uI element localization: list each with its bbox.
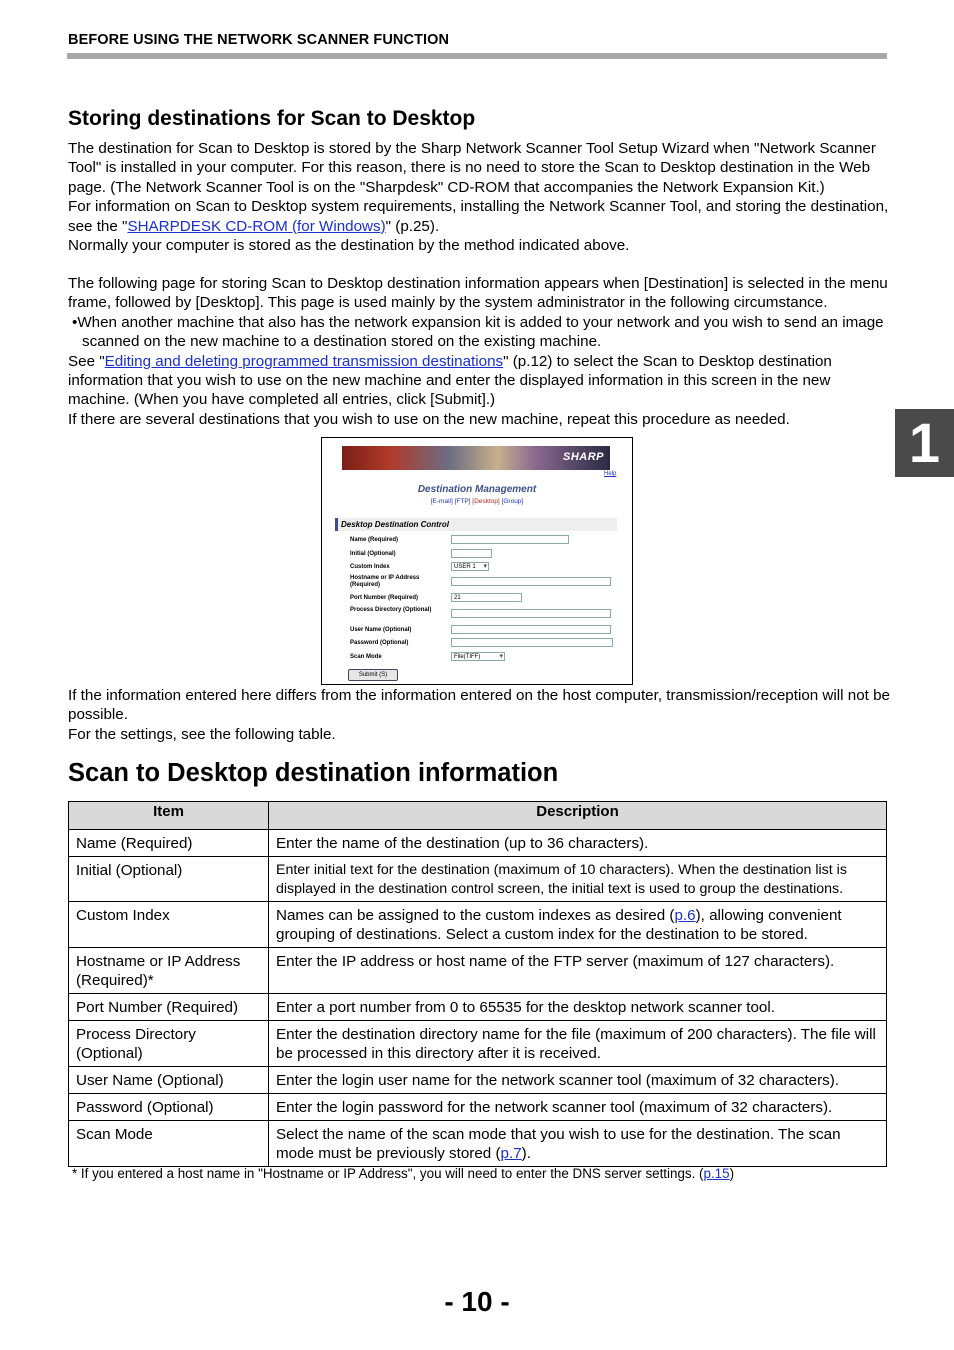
settings-text: For the settings, see the following table. — [68, 725, 336, 743]
item-cell: Scan Mode — [69, 1121, 269, 1167]
intro-paragraphs — [68, 139, 890, 255]
see-text: See "Editing and deleting programmed transmission destinations" (p.12) to select the Scan to Desktop destination information that you wish to use on the new machine and enter the displayed information in this screen in the new machine. (When you have completed all entries, click [Submit].) — [68, 352, 832, 409]
description-cell: Select the name of the scan mode that you wish to use for the destination. The scan mode must be previously stored (p.7). — [269, 1121, 887, 1167]
field-label-scan-mode: Scan Mode — [350, 654, 382, 660]
item-cell: Process Directory (Optional) — [69, 1021, 269, 1067]
password-input — [451, 638, 613, 647]
field-label-password: Password (Optional) — [350, 640, 409, 646]
field-label-hostname: Hostname or IP Address (Required) — [350, 575, 420, 588]
banner-image — [342, 446, 610, 470]
item-cell: Password (Optional) — [69, 1094, 269, 1121]
dm-title: Destination Management — [417, 484, 537, 495]
table-row — [69, 830, 887, 857]
repeat-text: If there are several destinations that you wish to use on the new machine, repeat this procedure as needed. — [68, 410, 790, 428]
section-heading-info: Scan to Desktop destination information — [68, 759, 559, 787]
field-label-custom-index: Custom Index — [350, 564, 390, 570]
field-label-name: Name (Required) — [350, 537, 399, 543]
bullet-item: •When another machine that also has the network expansion kit is added to your network and you wish to send an image scanned on the new machine to a destination stored on the existing machine. — [72, 313, 884, 351]
sharp-logo: SHARP — [562, 451, 604, 463]
item-cell: Custom Index — [69, 902, 269, 948]
destination-management-screenshot — [321, 437, 633, 685]
intro-text-b: For information on Scan to Desktop system requirements, installing the Network Scanner Tool, and storing the destination, see the "SHARPDESK CD-ROM (for Windows)" (p.25). — [68, 198, 889, 235]
header-item: Item — [69, 802, 269, 830]
ddc-section-title: Desktop Destination Control — [335, 518, 617, 531]
table-row — [69, 994, 887, 1021]
table-header-row — [69, 802, 887, 830]
item-cell: Name (Required) — [69, 830, 269, 857]
page-number: - 10 - — [444, 1286, 510, 1317]
field-label-process-dir: Process Directory (Optional) — [350, 607, 432, 613]
item-cell: Initial (Optional) — [69, 857, 269, 902]
table-row — [69, 902, 887, 948]
page-link-p15[interactable]: p.15 — [703, 1166, 730, 1181]
running-header: BEFORE USING THE NETWORK SCANNER FUNCTION — [68, 32, 450, 48]
description-cell: Enter the IP address or host name of the FTP server (maximum of 127 characters). — [269, 948, 887, 994]
table-row — [69, 948, 887, 994]
ftp-tab: [FTP] — [454, 498, 471, 505]
group-tab: [Group] — [501, 498, 524, 505]
after-text: If the information entered here differs from the information entered on the host computer, transmission/reception will not be possible. — [68, 687, 890, 724]
item-cell: Port Number (Required) — [69, 994, 269, 1021]
header-description: Description — [269, 802, 887, 830]
table-row — [69, 1067, 887, 1094]
description-cell: Enter the login user name for the network scanner tool (maximum of 32 characters). — [269, 1067, 887, 1094]
circumstance-text: The following page for storing Scan to Desktop destination information appears when [Destination] is selected in the menu frame, followed by [Desktop]. This page is used mainly by the system administrator in the following circumstance. — [68, 275, 888, 312]
description-cell: Enter a port number from 0 to 65535 for the desktop network scanner tool. — [269, 994, 887, 1021]
item-cell: Hostname or IP Address (Required)* — [69, 948, 269, 994]
circumstance-paragraphs — [68, 274, 890, 429]
description-cell: Enter the login password for the network scanner tool (maximum of 32 characters). — [269, 1094, 887, 1121]
port-input: 21 — [451, 593, 522, 602]
table-row — [69, 1021, 887, 1067]
email-tab: [E-mail] — [430, 498, 453, 505]
item-cell: User Name (Optional) — [69, 1067, 269, 1094]
custom-index-select: USER 1 ▾ — [451, 562, 489, 571]
process-dir-input — [451, 609, 611, 618]
help-link: Help — [604, 471, 617, 477]
username-input — [451, 625, 611, 634]
table-row — [69, 1121, 887, 1167]
scan-mode-select: File(TIFF) ▾ — [451, 652, 505, 661]
intro-text-d: Normally your computer is stored as the destination by the method indicated above. — [68, 237, 630, 255]
field-label-initial: Initial (Optional) — [350, 551, 396, 557]
description-cell: Names can be assigned to the custom indexes as desired (p.6), allowing convenient grouping of destinations. Select a custom index for the destination to be stored. — [269, 902, 887, 948]
description-cell: Enter the name of the destination (up to 36 characters). — [269, 830, 887, 857]
chapter-tab: 1 — [895, 409, 954, 477]
destination-info-table — [68, 801, 887, 1167]
page-link-p6[interactable]: p.6 — [674, 907, 696, 924]
name-input — [451, 535, 569, 544]
table-row — [69, 1094, 887, 1121]
initial-input — [451, 549, 492, 558]
editing-destinations-link[interactable]: Editing and deleting programmed transmission destinations — [104, 352, 504, 370]
table-footnote: * If you entered a host name in "Hostname or IP Address", you will need to enter the DNS server settings. (p.15) — [72, 1166, 735, 1181]
description-cell: Enter the destination directory name for the file (maximum of 200 characters). The file will be processed in this directory after it is received. — [269, 1021, 887, 1067]
desktop-tab: [Desktop] — [472, 498, 500, 505]
section-heading-storing: Storing destinations for Scan to Desktop — [68, 107, 476, 130]
table-row — [69, 857, 887, 902]
dm-nav-links — [322, 498, 632, 505]
sharpdesk-link[interactable]: SHARPDESK CD-ROM (for Windows) — [127, 217, 386, 235]
intro-text-a: The destination for Scan to Desktop is stored by the Sharp Network Scanner Tool Setup Wizard when "Network Scanner Tool" is installed in your computer. For this reason, there is no need to store the Scan to Desktop destination in the Web page. (The Network Scanner Tool is on the "Sharpdesk" CD-ROM that accompanies the Network Expansion Kit.) — [68, 140, 876, 196]
after-paragraphs — [68, 686, 890, 744]
hostname-input — [451, 577, 611, 586]
description-cell: Enter initial text for the destination (maximum of 10 characters). When the destination list is displayed in the destination control screen, the initial text is used to group the destinations. — [269, 857, 887, 902]
page-link-p7[interactable]: p.7 — [500, 1145, 522, 1162]
field-label-username: User Name (Optional) — [350, 627, 412, 633]
field-label-port: Port Number (Required) — [350, 595, 419, 601]
submit-button: Submit (S) — [348, 669, 398, 681]
header-rule — [67, 53, 887, 59]
